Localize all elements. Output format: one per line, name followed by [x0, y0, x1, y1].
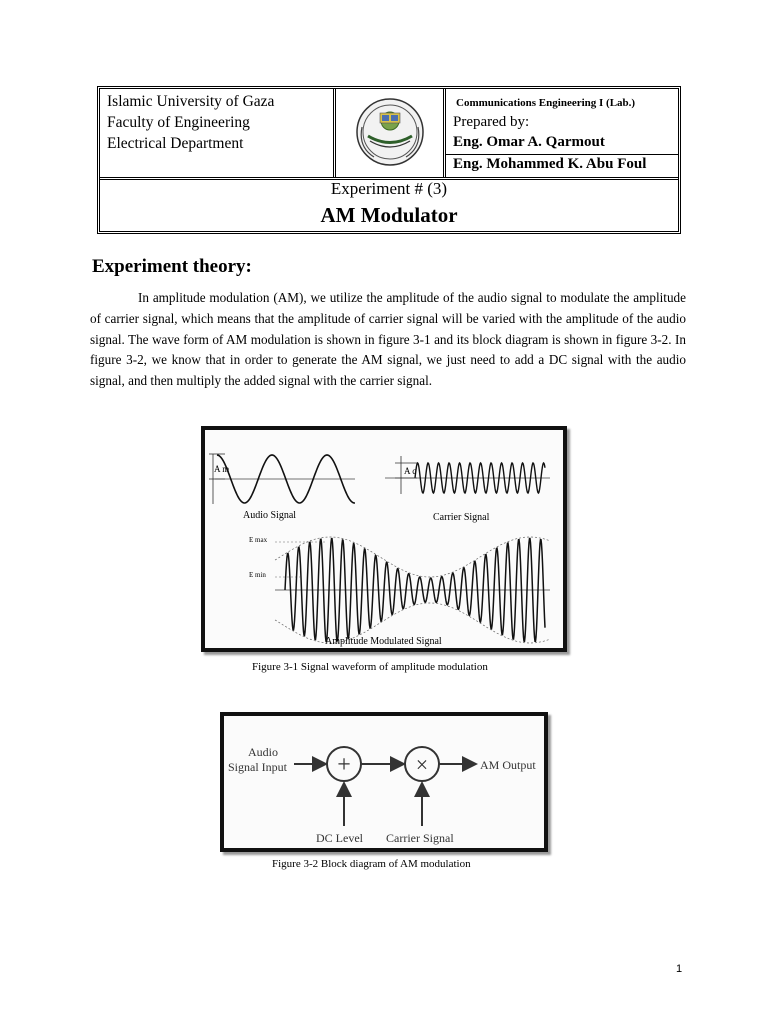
multiplier-symbol: ×	[415, 752, 429, 777]
am-label: A m	[214, 464, 230, 474]
section-heading: Experiment theory:	[92, 256, 252, 277]
figure-1-caption: Figure 3-1 Signal waveform of amplitude modulation	[252, 661, 488, 673]
document-header	[97, 86, 681, 234]
figure-am-waveform	[201, 426, 567, 652]
theory-text: In amplitude modulation (AM), we utilize the amplitude of the audio signal to modulate the amplitude of carrier signal, which means that the amplitude of carrier signal will be varied with the amplitude of the audio signal. The wave form of AM modulation is shown in figure 3-1 and its block diagram is shown in figure 3-2. In figure 3-2, we know that in order to generate the AM signal, we just need to add a DC signal with the audio signal, and then multiply the added signal with the carrier signal.	[90, 290, 686, 389]
figure-am-block-diagram	[220, 712, 548, 852]
logo-cell	[336, 89, 446, 177]
theory-paragraph	[90, 288, 686, 392]
figure-2-caption: Figure 3-2 Block diagram of AM modulation	[272, 858, 471, 870]
header-top-row	[100, 89, 678, 180]
university-name: Islamic University of Gaza	[107, 93, 275, 110]
carrier-signal-label: Carrier Signal	[433, 512, 490, 523]
am-waveform-diagram	[205, 430, 563, 648]
audio-input-label-line2: Signal Input	[228, 760, 287, 774]
adder-symbol: +	[337, 752, 351, 778]
emax-label: E max	[249, 536, 268, 544]
page-number: 1	[676, 963, 683, 975]
prepared-by-label: Prepared by:	[453, 114, 530, 130]
experiment-number: Experiment # (3)	[330, 179, 448, 198]
audio-input-label-line1: Audio	[248, 745, 278, 759]
dc-level-label: DC Level	[316, 831, 363, 845]
experiment-title: AM Modulator	[320, 203, 458, 227]
institution-cell	[100, 89, 336, 177]
emin-label: E min	[249, 571, 266, 579]
am-output-label: AM Output	[480, 758, 536, 772]
author-1: Eng. Omar A. Qarmout	[453, 134, 605, 150]
author-2: Eng. Mohammed K. Abu Foul	[453, 156, 647, 172]
modulated-signal-label: Amplitude Modulated Signal	[325, 636, 442, 647]
course-name: Communications Engineering I (Lab.)	[456, 97, 636, 109]
university-seal-icon	[338, 91, 442, 173]
author-divider	[446, 154, 678, 155]
carrier-signal-input-label: Carrier Signal	[386, 831, 454, 845]
audio-signal-label: Audio Signal	[243, 510, 297, 521]
department-name: Electrical Department	[107, 135, 244, 152]
course-cell	[446, 89, 678, 177]
ac-label: A c	[404, 466, 417, 476]
am-block-diagram	[224, 716, 544, 848]
faculty-name: Faculty of Engineering	[107, 114, 250, 131]
